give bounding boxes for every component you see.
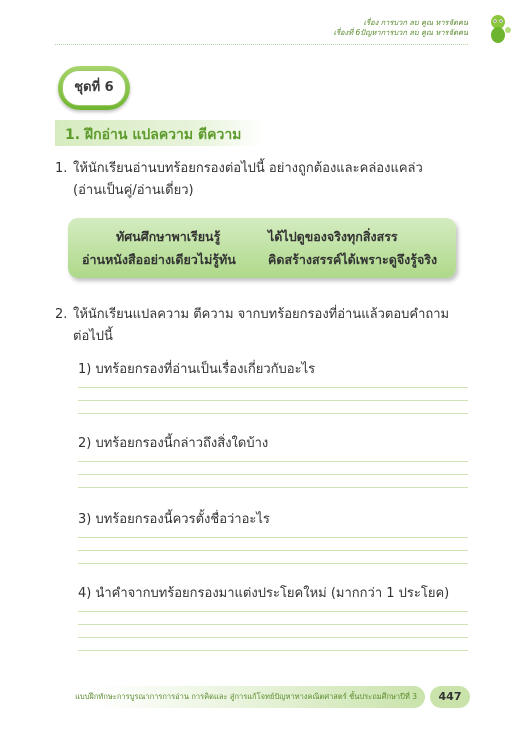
answer-line[interactable] (78, 624, 468, 625)
question-2-number: 2. (55, 307, 68, 322)
set-badge-label: ชุดที่ 6 (62, 70, 126, 106)
answer-line[interactable] (78, 537, 468, 538)
running-header (333, 18, 468, 38)
answer-line[interactable] (78, 387, 468, 388)
poem-line-2b: คิดสร้างสรรค์ได้เพราะดูจึงรู้จริง (268, 252, 438, 267)
answer-line[interactable] (78, 611, 468, 612)
question-2-line1: ให้นักเรียนแปลความ ตีความ จากบทร้อยกรองที่อ่านแล้วตอบคำถาม (73, 307, 450, 322)
answer-lines-3[interactable] (78, 537, 468, 576)
answer-line[interactable] (78, 461, 468, 462)
running-header-line2: เรื่องที่ 6ปัญหาการบวก ลบ คูณ หารจัดคน (333, 28, 468, 37)
subquestion-3: 3) บทร้อยกรองนี้ควรตั้งชื่อว่าอะไร (78, 512, 270, 527)
answer-line[interactable] (78, 563, 468, 564)
section-title: 1. ฝึกอ่าน แปลความ ตีความ (65, 127, 242, 143)
answer-lines-4[interactable] (78, 611, 468, 663)
section-title-bar (55, 120, 263, 146)
answer-line[interactable] (78, 413, 468, 414)
question-2 (55, 304, 449, 348)
page-number: 447 (430, 686, 470, 708)
answer-line[interactable] (78, 400, 468, 401)
question-1 (55, 158, 423, 202)
poem-line-2a: อ่านหนังสืออย่างเดียวไม่รู้ทัน (82, 252, 236, 267)
subquestion-2: 2) บทร้อยกรองนี้กล่าวถึงสิ่งใดบ้าง (78, 436, 269, 451)
subquestion-4: 4) นำคำจากบทร้อยกรองมาแต่งประโยคใหม่ (มากกว่า 1 ประโยค) (78, 586, 450, 601)
set-badge (58, 66, 130, 110)
running-header-line1: เรื่อง การบวก ลบ คูณ หารจัดคน (363, 18, 468, 27)
question-1-line2: (อ่านเป็นคู่/อ่านเดี่ยว) (73, 183, 194, 198)
footer-bar (75, 686, 425, 708)
answer-lines-1[interactable] (78, 387, 468, 426)
mascot-icon (486, 12, 514, 44)
footer-text: แบบฝึกทักษะการบูรณาการการอ่าน การคิดและ สู่การแก้โจทย์ปัญหาทางคณิตศาสตร์ ชั้นประถมศึกษาปีที่ 3 (75, 692, 417, 701)
answer-lines-2[interactable] (78, 461, 468, 500)
question-1-line1: ให้นักเรียนอ่านบทร้อยกรองต่อไปนี้ อย่างถูกต้องและคล่องแคล่ว (73, 161, 423, 176)
poem-box (68, 218, 456, 278)
answer-line[interactable] (78, 550, 468, 551)
header-divider (55, 44, 468, 45)
answer-line[interactable] (78, 474, 468, 475)
answer-line[interactable] (78, 637, 468, 638)
answer-line[interactable] (78, 650, 468, 651)
answer-line[interactable] (78, 487, 468, 488)
question-2-line2: ต่อไปนี้ (73, 329, 113, 344)
poem-line-1b: ได้ไปดูของจริงทุกสิ่งสรร (268, 229, 398, 244)
question-1-number: 1. (55, 161, 68, 176)
subquestion-1: 1) บทร้อยกรองที่อ่านเป็นเรื่องเกี่ยวกับอะไร (78, 362, 316, 377)
poem-line-1a: ทัศนศึกษาพาเรียนรู้ (116, 229, 221, 244)
